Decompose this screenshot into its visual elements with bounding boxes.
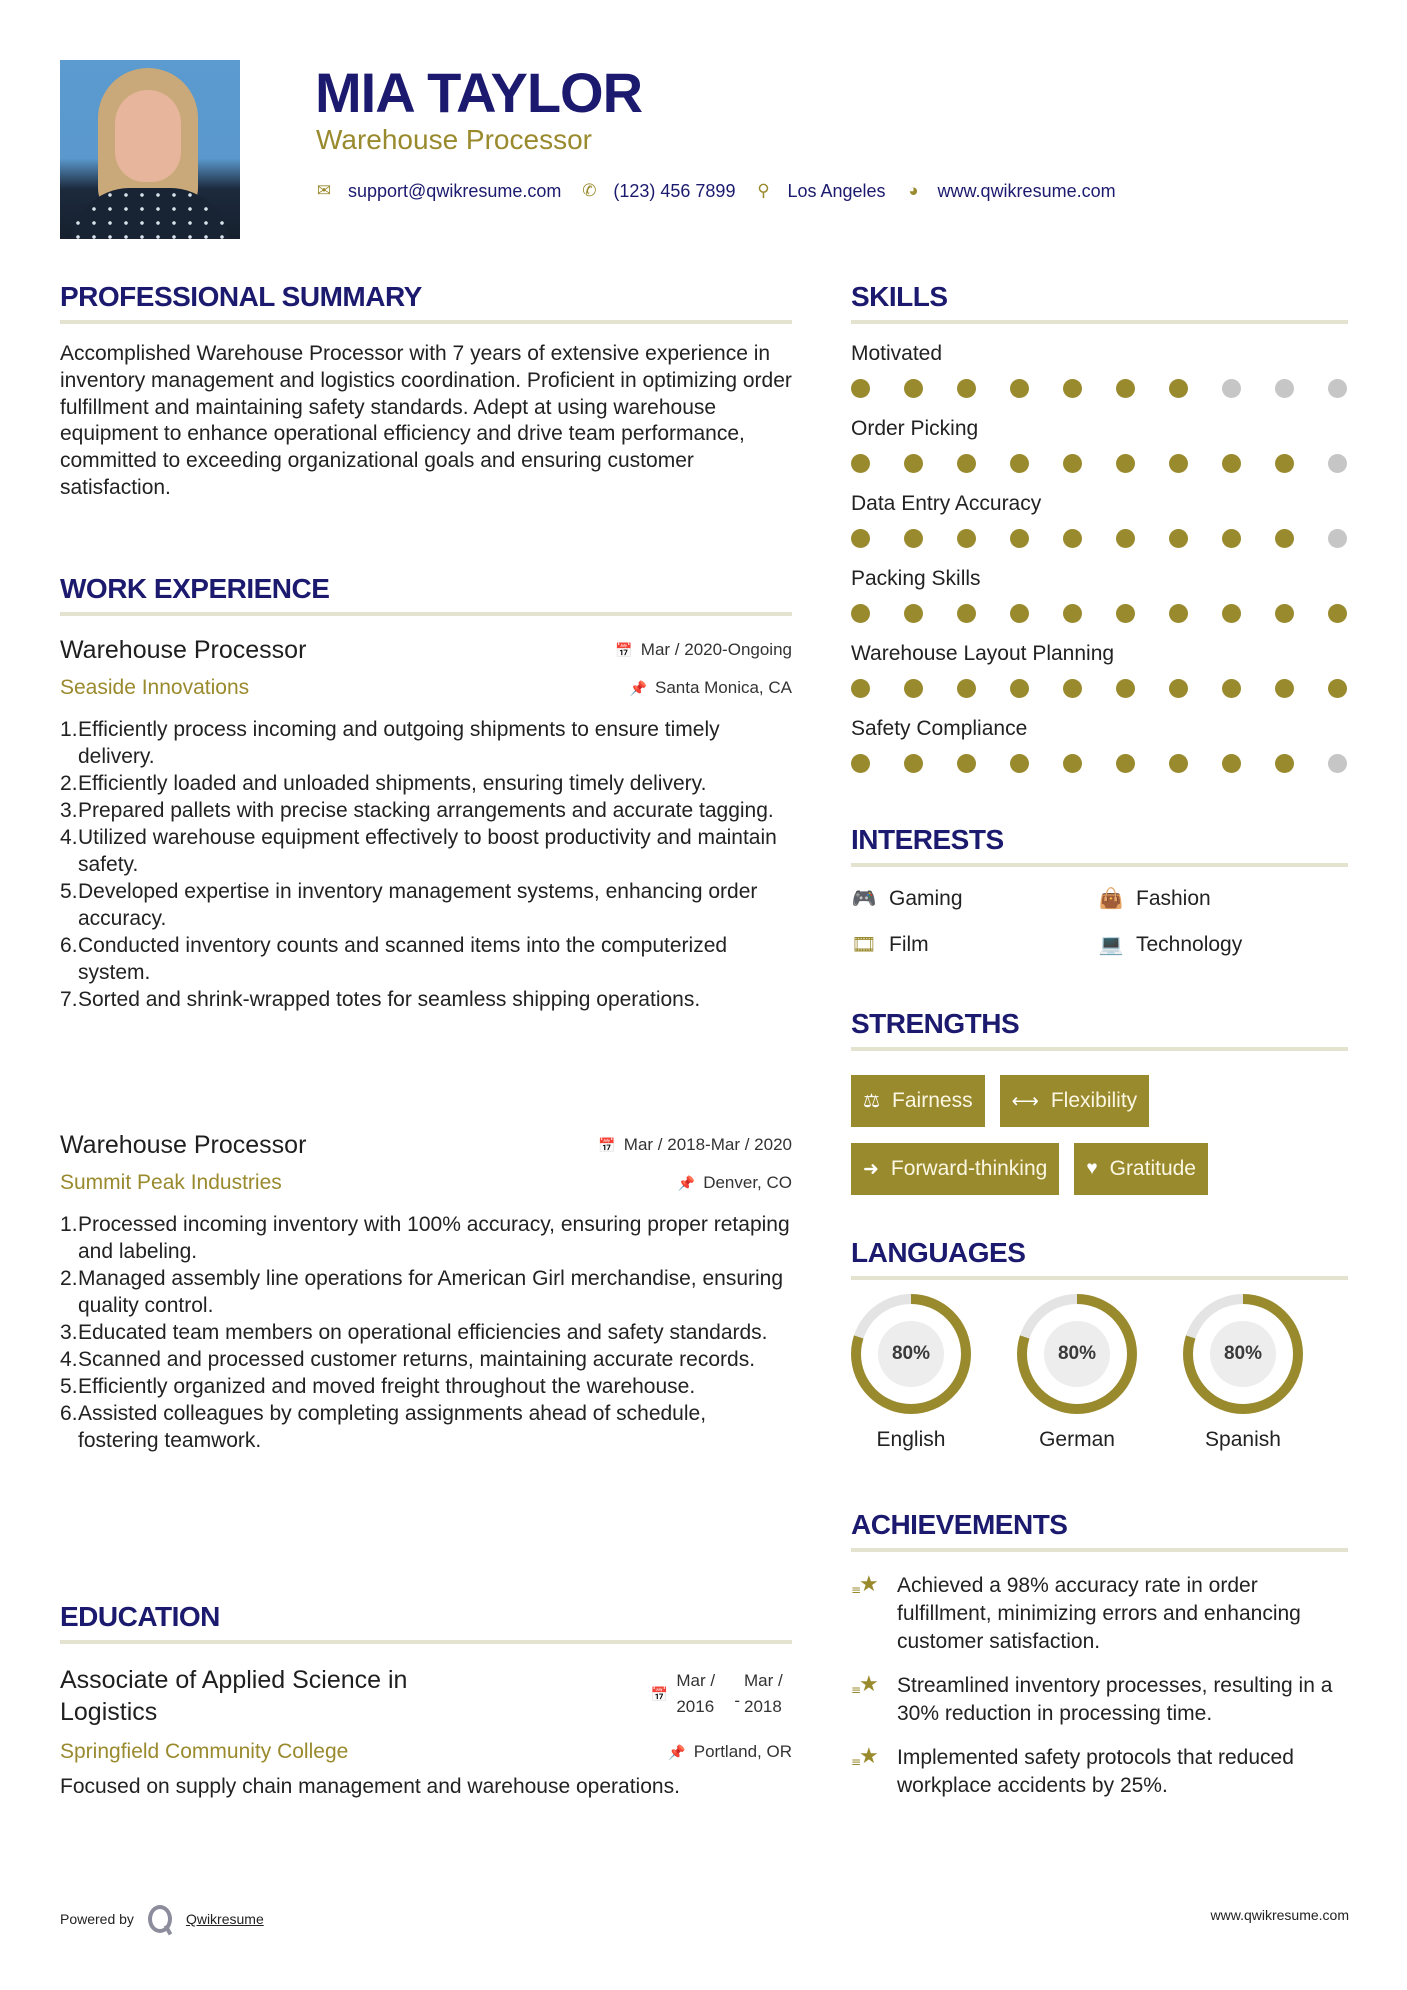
qwikresume-logo-icon: [148, 1905, 172, 1933]
star-icon: ≡ ★: [851, 1744, 879, 1769]
rating-dot-filled: [1116, 529, 1135, 548]
job-dates: [615, 639, 792, 661]
rating-dot-filled: [1010, 679, 1029, 698]
section-divider: [851, 1047, 1348, 1051]
rating-dot-filled: [1116, 754, 1135, 773]
skill-item: [851, 491, 1348, 566]
rating-dot-filled: [1169, 754, 1188, 773]
rating-dot-filled: [1222, 679, 1241, 698]
rating-dot-filled: [1063, 604, 1082, 623]
rating-dot-filled: [957, 754, 976, 773]
rating-dot-empty: [1275, 379, 1294, 398]
strength-badge: [851, 1075, 985, 1127]
achievements-heading: ACHIEVEMENTS: [851, 1509, 1068, 1540]
languages-list: [851, 1294, 1348, 1452]
skill-name: Data Entry Accuracy: [851, 492, 1042, 515]
duties-list: [60, 1211, 792, 1454]
rating-dot-filled: [1222, 454, 1241, 473]
rating-dot-filled: [957, 529, 976, 548]
rating-dot-filled: [957, 679, 976, 698]
rating-dot-filled: [1063, 379, 1082, 398]
language-name: English: [876, 1428, 946, 1451]
photo-shirt: [70, 188, 230, 239]
contact-row: [314, 178, 1134, 204]
pushpin-icon: 📌: [668, 1744, 686, 1760]
company-name: Summit Peak Industries: [60, 1171, 282, 1194]
candidate-role: Warehouse Processor: [316, 124, 592, 155]
language-item: [851, 1294, 971, 1452]
skills-heading: SKILLS: [851, 281, 948, 312]
candidate-name: MIA TAYLOR: [315, 61, 643, 124]
rating-dot-filled: [957, 454, 976, 473]
globe-icon: ◕: [908, 181, 919, 200]
rating-dot-empty: [1328, 454, 1347, 473]
skill-item: [851, 341, 1348, 416]
skill-name: Safety Compliance: [851, 717, 1028, 740]
rating-dot-filled: [1275, 529, 1294, 548]
rating-dot-filled: [1010, 529, 1029, 548]
rating-dot-filled: [1063, 454, 1082, 473]
star-icon: ≡ ★: [851, 1672, 879, 1697]
education-dates: [651, 1664, 792, 1724]
rating-dot-filled: [1169, 529, 1188, 548]
duty-item: Processed incoming inventory with 100% accuracy, ensuring proper retaping and labeling.: [78, 1213, 790, 1263]
strengths-badges: [851, 1075, 1348, 1195]
duty-item: Scanned and processed customer returns, maintaining accurate records.: [78, 1348, 756, 1371]
rating-dot-filled: [1328, 604, 1347, 623]
pushpin-icon: 📌: [677, 1175, 696, 1191]
rating-dot-filled: [1222, 754, 1241, 773]
shopping-bag-icon: 👜: [1098, 888, 1124, 910]
duty-item: Efficiently loaded and unloaded shipments, ensuring timely delivery.: [78, 772, 707, 795]
footer-website[interactable]: www.qwikresume.com: [1210, 1907, 1349, 1923]
section-divider: [60, 612, 792, 616]
duty-item: Sorted and shrink-wrapped totes for seamless shipping operations.: [78, 988, 701, 1011]
pushpin-icon: 📌: [629, 680, 647, 696]
job-location-text: Denver, CO: [703, 1173, 792, 1192]
strengths-heading: STRENGTHS: [851, 1008, 1020, 1039]
job-location: [678, 1172, 792, 1194]
rating-dot-filled: [1010, 454, 1029, 473]
rating-dot-filled: [1010, 604, 1029, 623]
calendar-icon: 📅: [615, 642, 633, 658]
section-divider: [851, 1276, 1348, 1280]
duty-item: Educated team members on operational efficiencies and safety standards.: [78, 1321, 768, 1344]
summary-text: Accomplished Warehouse Processor with 7 years of extensive experience in inventory management and logistics coordination. Proficient in optimizing order fulfillment and maintaining safety standards. Adept at using warehouse equipment to enhance operational efficiency and drive team performance, committed to exceeding organizational goals and ensuring customer satisfaction.: [60, 342, 792, 499]
language-item: [1017, 1294, 1137, 1452]
calendar-icon: 📅: [598, 1137, 616, 1153]
rating-dot-filled: [1169, 679, 1188, 698]
interests-grid: [851, 885, 1348, 959]
strength-badge: [1000, 1075, 1150, 1127]
school-name: Springfield Community College: [60, 1740, 349, 1763]
rating-dot-filled: [851, 604, 870, 623]
language-progress-ring: [1183, 1294, 1303, 1414]
skill-name: Packing Skills: [851, 567, 981, 590]
rating-dot-empty: [1328, 754, 1347, 773]
rating-dot-filled: [1116, 379, 1135, 398]
achievements-section: [851, 1508, 1348, 1800]
summary-heading: PROFESSIONAL SUMMARY: [60, 281, 422, 312]
education-location-text: Portland, OR: [693, 1742, 792, 1761]
rating-dot-filled: [851, 754, 870, 773]
film-icon: 🎞: [851, 934, 877, 956]
rating-dot-filled: [1222, 529, 1241, 548]
rating-dot-filled: [851, 379, 870, 398]
duty-item: Assisted colleagues by completing assignments ahead of schedule, fostering teamwork.: [78, 1402, 707, 1452]
contact-location: Los Angeles: [787, 180, 886, 201]
rating-dot-filled: [1222, 604, 1241, 623]
rating-dot-filled: [904, 604, 923, 623]
heart-icon: ♥: [1086, 1158, 1098, 1179]
rating-dot-filled: [1169, 454, 1188, 473]
profile-photo: [60, 60, 240, 239]
duties-list: [60, 716, 792, 1013]
interest-item: [851, 931, 1098, 959]
duty-item: Developed expertise in inventory management systems, enhancing order accuracy.: [78, 880, 758, 930]
languages-heading: LANGUAGES: [851, 1237, 1026, 1268]
job-dates-text: Mar / 2020-Ongoing: [640, 640, 792, 659]
skill-item: [851, 416, 1348, 491]
experience-section: [60, 572, 792, 616]
skills-list: [851, 341, 1348, 791]
footer-powered-by: [60, 1905, 264, 1933]
rating-dot-filled: [1275, 454, 1294, 473]
rating-dot-filled: [904, 679, 923, 698]
language-name: Spanish: [1205, 1428, 1281, 1451]
degree-title: Associate of Applied Science in Logistics: [60, 1666, 408, 1726]
rating-dot-filled: [904, 379, 923, 398]
rating-dot-filled: [1275, 679, 1294, 698]
section-divider: [60, 320, 792, 324]
education-description: Focused on supply chain management and warehouse operations.: [60, 1775, 680, 1798]
interest-item: [851, 885, 1098, 913]
skill-item: [851, 566, 1348, 641]
language-progress-ring: [851, 1294, 971, 1414]
arrow-right-icon: ➜: [863, 1158, 879, 1180]
skill-item: [851, 716, 1348, 791]
powered-by-label: Powered by: [60, 1911, 134, 1927]
rating-dot-empty: [1222, 379, 1241, 398]
section-divider: [60, 1640, 792, 1644]
qwikresume-link[interactable]: Qwikresume: [185, 1911, 264, 1927]
skill-name: Motivated: [851, 342, 943, 365]
language-name: German: [1039, 1428, 1115, 1451]
skill-rating: [851, 679, 1347, 698]
contact-email[interactable]: support@qwikresume.com: [348, 180, 562, 201]
education-start: Mar / 2016: [676, 1671, 716, 1716]
date-separator: -: [734, 1691, 740, 1710]
skill-rating: [851, 379, 1347, 398]
interest-label: Gaming: [889, 887, 963, 910]
interest-label: Film: [889, 933, 929, 956]
strength-label: Fairness: [892, 1089, 973, 1112]
skill-item: [851, 641, 1348, 716]
summary-section: [60, 280, 792, 502]
job-location: [630, 677, 792, 699]
strength-badge: [851, 1143, 1059, 1195]
interest-label: Fashion: [1136, 887, 1211, 910]
education-location: [668, 1741, 792, 1763]
rating-dot-filled: [1169, 604, 1188, 623]
achievements-list: [851, 1572, 1348, 1800]
rating-dot-filled: [1275, 754, 1294, 773]
star-icon: ≡ ★: [851, 1572, 879, 1597]
rating-dot-filled: [1275, 604, 1294, 623]
achievement-text: Achieved a 98% accuracy rate in order fulfillment, minimizing errors and enhancing customer satisfaction.: [897, 1574, 1301, 1653]
rating-dot-filled: [957, 379, 976, 398]
interests-section: [851, 823, 1348, 959]
rating-dot-filled: [851, 454, 870, 473]
achievement-text: Implemented safety protocols that reduced workplace accidents by 25%.: [897, 1746, 1294, 1797]
laptop-icon: 💻: [1098, 934, 1124, 956]
rating-dot-filled: [1010, 754, 1029, 773]
interest-item: [1098, 885, 1348, 913]
rating-dot-filled: [1169, 379, 1188, 398]
photo-face: [115, 90, 181, 182]
balance-scale-icon: ⚖: [863, 1090, 881, 1112]
job-entry: [60, 1129, 792, 1454]
language-percent: 80%: [1210, 1321, 1276, 1387]
job-title: Warehouse Processor: [60, 1131, 307, 1159]
envelope-icon: ✉: [316, 181, 332, 200]
rating-dot-filled: [1063, 529, 1082, 548]
section-divider: [851, 1548, 1348, 1552]
rating-dot-filled: [1010, 379, 1029, 398]
contact-phone[interactable]: (123) 456 7899: [613, 180, 736, 201]
rating-dot-filled: [1116, 604, 1135, 623]
section-divider: [851, 863, 1348, 867]
experience-heading: WORK EXPERIENCE: [60, 573, 330, 604]
calendar-icon: 📅: [650, 1685, 669, 1702]
rating-dot-filled: [1116, 679, 1135, 698]
rating-dot-empty: [1328, 379, 1347, 398]
duty-item: Conducted inventory counts and scanned items into the computerized system.: [78, 934, 728, 984]
language-item: [1183, 1294, 1303, 1452]
achievement-item: [851, 1744, 1348, 1800]
skill-name: Order Picking: [851, 417, 979, 440]
rating-dot-filled: [904, 454, 923, 473]
achievement-text: Streamlined inventory processes, resulting in a 30% reduction in processing time.: [897, 1674, 1333, 1725]
job-dates: [598, 1134, 792, 1156]
language-progress-ring: [1017, 1294, 1137, 1414]
duty-item: Prepared pallets with precise stacking arrangements and accurate tagging.: [78, 799, 774, 822]
arrows-horizontal-icon: ⟷: [1011, 1090, 1039, 1112]
achievement-item: [851, 1572, 1348, 1656]
strength-label: Forward-thinking: [890, 1157, 1048, 1180]
education-end: Mar / 2018: [744, 1671, 783, 1716]
education-section: [60, 1600, 792, 1801]
strength-badge: [1074, 1143, 1208, 1195]
duty-item: Efficiently organized and moved freight throughout the warehouse.: [78, 1375, 696, 1398]
job-entry: [60, 634, 792, 1013]
skill-rating: [851, 754, 1347, 773]
skill-rating: [851, 529, 1347, 548]
rating-dot-filled: [851, 529, 870, 548]
rating-dot-filled: [851, 679, 870, 698]
interest-label: Technology: [1136, 933, 1243, 956]
duty-item: Utilized warehouse equipment effectively to boost productivity and maintain safety.: [78, 826, 777, 876]
company-name: Seaside Innovations: [60, 676, 250, 699]
rating-dot-filled: [1116, 454, 1135, 473]
rating-dot-empty: [1328, 529, 1347, 548]
achievement-item: [851, 1672, 1348, 1728]
job-location-text: Santa Monica, CA: [654, 678, 792, 697]
rating-dot-filled: [1063, 754, 1082, 773]
rating-dot-filled: [904, 529, 923, 548]
contact-website[interactable]: www.qwikresume.com: [937, 180, 1116, 201]
strength-label: Gratitude: [1109, 1157, 1196, 1180]
duty-item: Efficiently process incoming and outgoing shipments to ensure timely delivery.: [78, 718, 720, 768]
languages-section: [851, 1236, 1348, 1452]
duty-item: Managed assembly line operations for American Girl merchandise, ensuring quality control.: [78, 1267, 784, 1317]
rating-dot-filled: [957, 604, 976, 623]
job-dates-text: Mar / 2018-Mar / 2020: [623, 1135, 792, 1154]
interest-item: [1098, 931, 1348, 959]
strengths-section: [851, 1007, 1348, 1195]
skill-rating: [851, 454, 1347, 473]
education-heading: EDUCATION: [60, 1601, 220, 1632]
interests-heading: INTERESTS: [851, 824, 1004, 855]
gamepad-icon: 🎮: [851, 888, 877, 910]
rating-dot-filled: [904, 754, 923, 773]
job-title: Warehouse Processor: [60, 636, 307, 664]
skill-name: Warehouse Layout Planning: [851, 642, 1115, 665]
skills-section: [851, 280, 1348, 791]
rating-dot-filled: [1063, 679, 1082, 698]
language-percent: 80%: [1044, 1321, 1110, 1387]
map-pin-icon: ⚲: [757, 181, 770, 200]
phone-icon: ✆: [582, 181, 597, 200]
section-divider: [851, 320, 1348, 324]
skill-rating: [851, 604, 1347, 623]
rating-dot-filled: [1328, 679, 1347, 698]
language-percent: 80%: [878, 1321, 944, 1387]
strength-label: Flexibility: [1050, 1089, 1138, 1112]
